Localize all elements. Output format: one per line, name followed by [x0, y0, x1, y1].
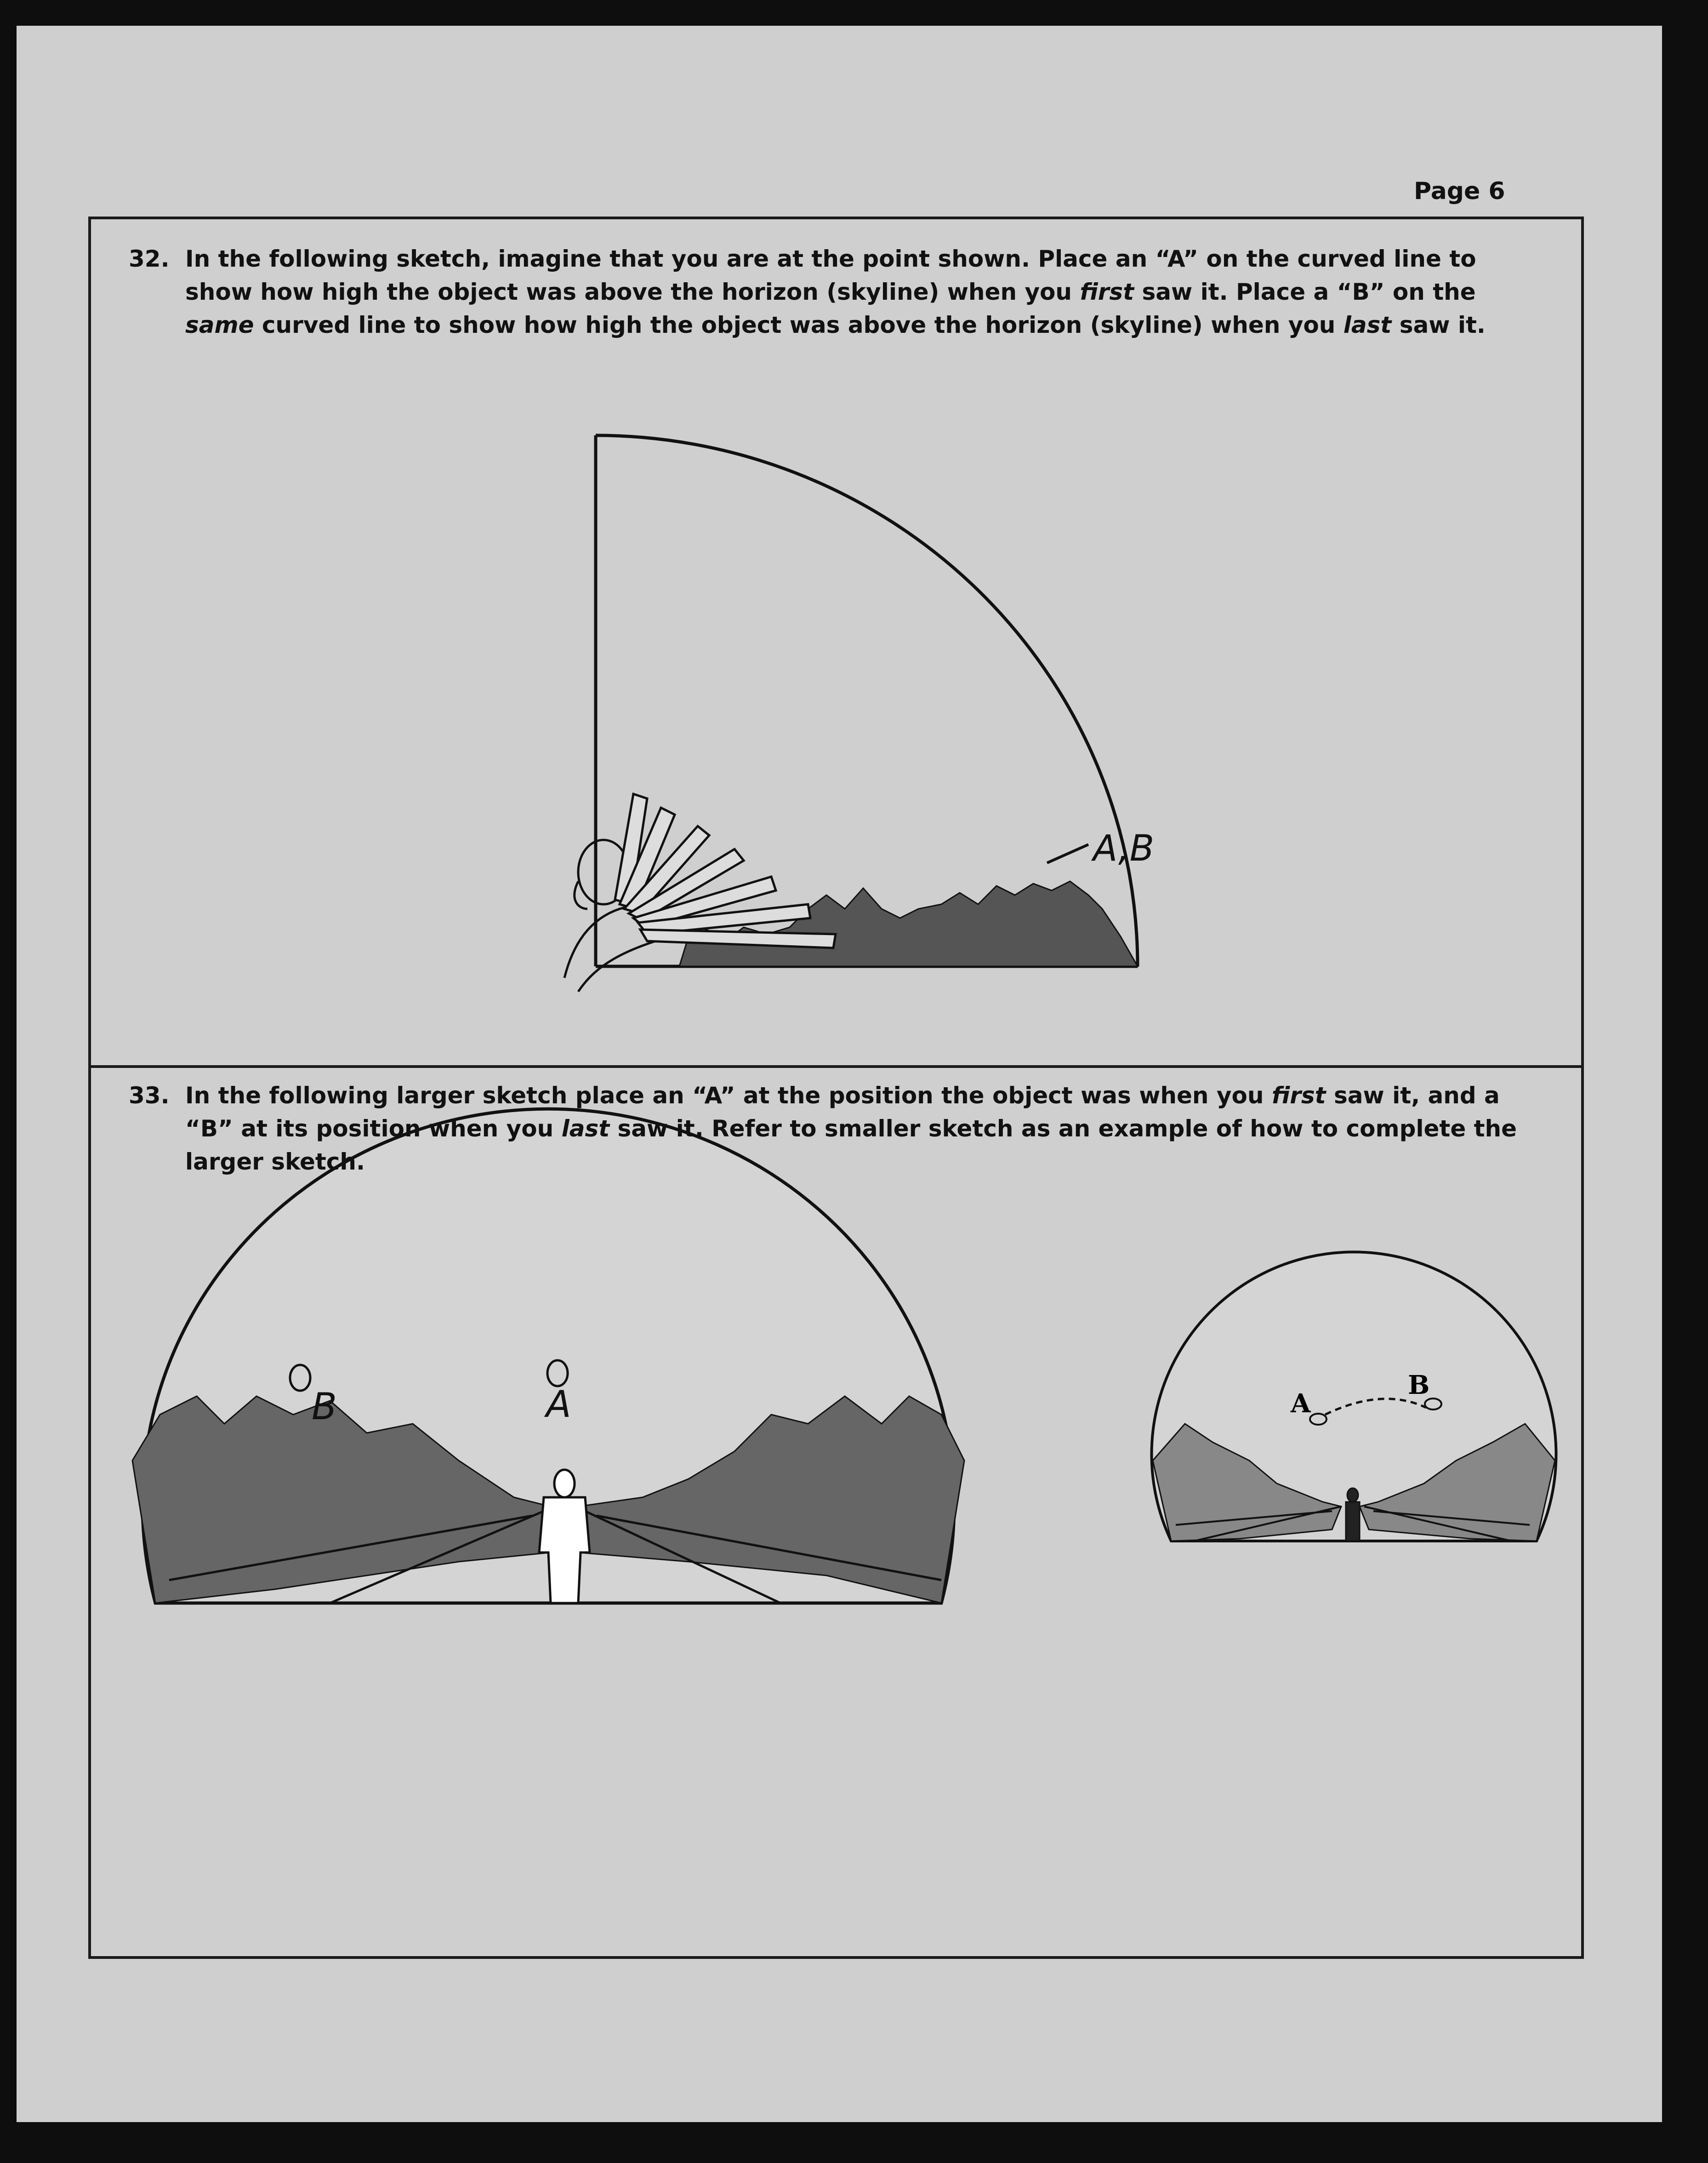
question-33-text: In the following larger sketch place an “A” at the position the object was when you first saw it, and a “B” at its position when you last saw it. Refer to smaller sketch as an example of how to complete the larger sketch.: [185, 1082, 1517, 1175]
example-dome-sketch: [1151, 1252, 1556, 1541]
example-label-a: A: [1291, 1388, 1311, 1419]
section-divider: [91, 1065, 1581, 1068]
quarter-arc-sketch: [564, 435, 1154, 992]
answer-tick: [1047, 845, 1088, 863]
question-32-number: 32.: [129, 245, 170, 272]
question-33-number: 33.: [129, 1082, 170, 1109]
example-man: [1346, 1488, 1360, 1541]
handwritten-b: B: [312, 1385, 337, 1428]
form-page: [17, 26, 1662, 2122]
example-label-b: B: [1408, 1370, 1430, 1400]
answer-ab: A,B: [1093, 828, 1155, 869]
question-32-text: In the following sketch, imagine that you are at the point shown. Place an “A” on the curved line to show how high the object was above the horizon (skyline) when you first saw it. Place a “B” on the same curved line to show how high the object was above the horizon (skyline) when you last saw it.: [185, 245, 1486, 338]
handwritten-a: A: [546, 1383, 571, 1426]
page-number: Page 6: [1414, 177, 1505, 205]
large-dome-sketch: [132, 1109, 964, 1603]
questions-frame: [88, 217, 1584, 1959]
